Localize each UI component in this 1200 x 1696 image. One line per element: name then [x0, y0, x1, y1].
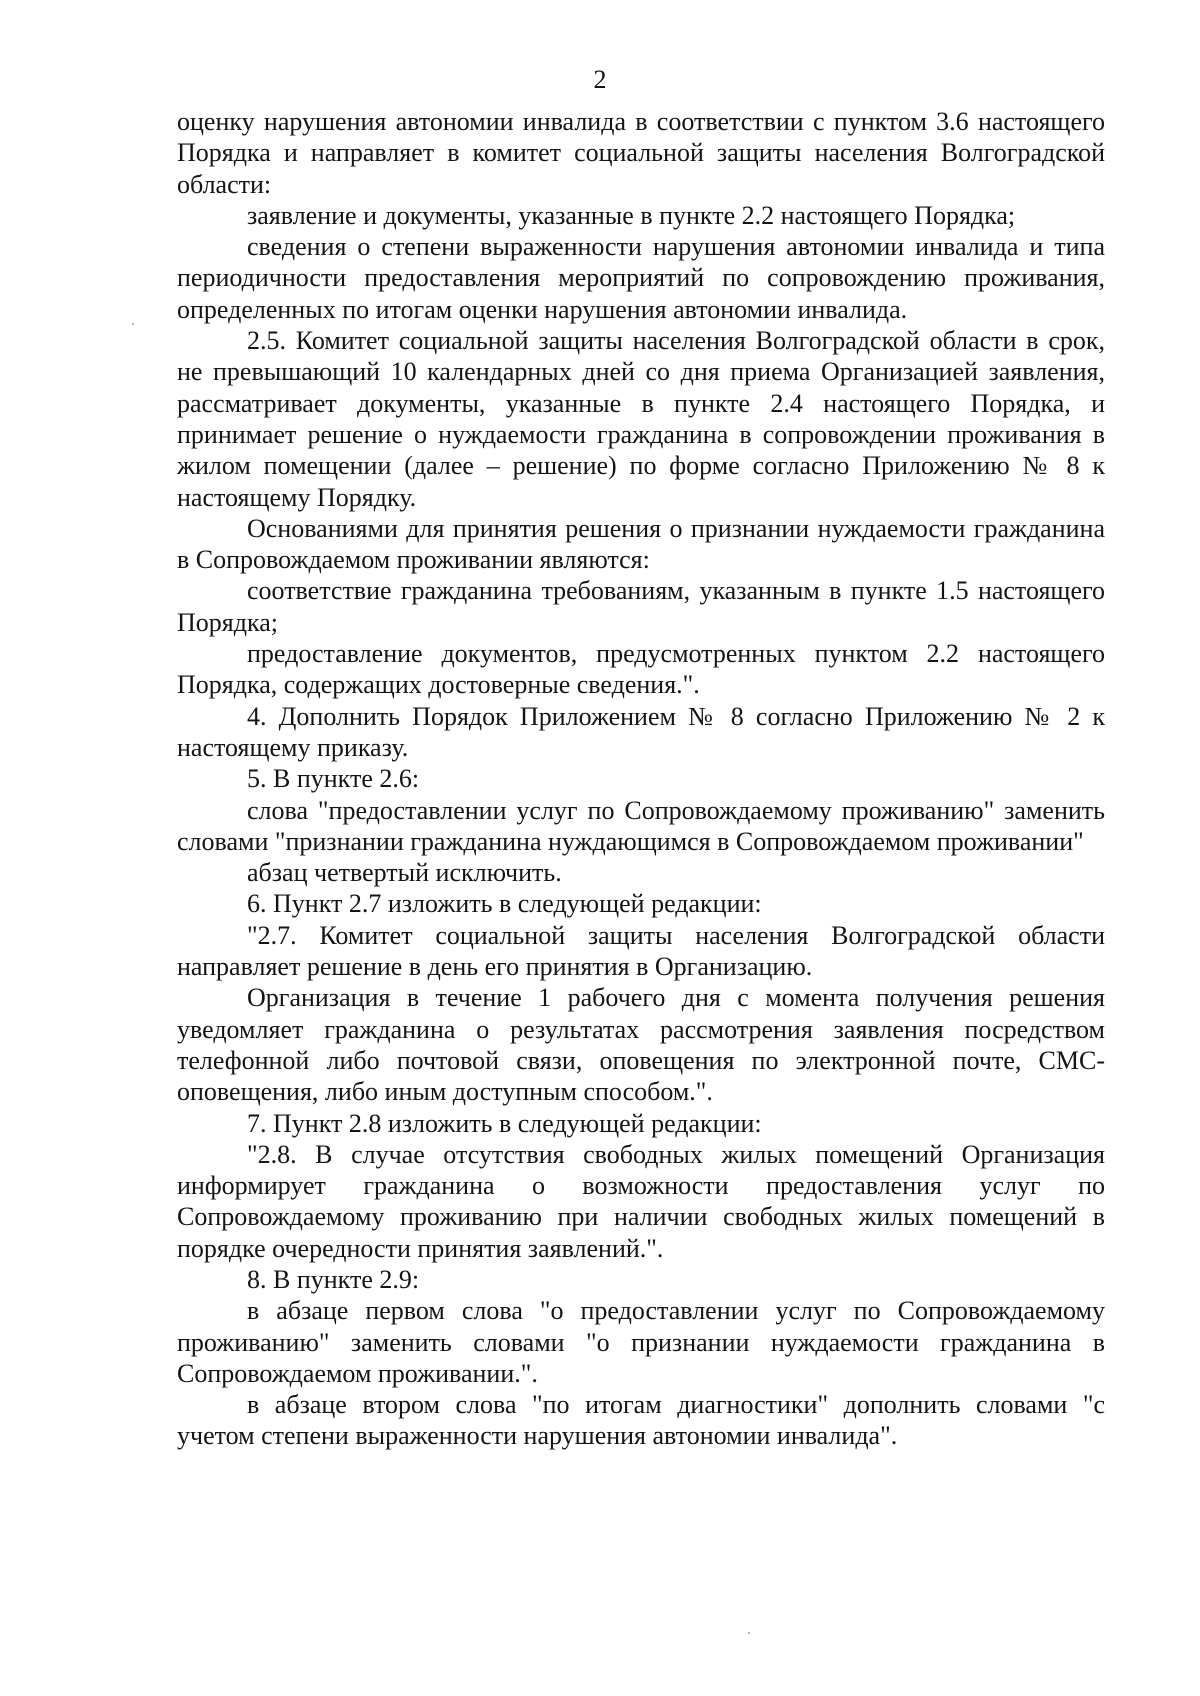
scan-speck: [132, 323, 134, 325]
paragraph-statement-documents: заявление и документы, указанные в пункте 2.2 настоящего Порядка;: [247, 200, 1016, 230]
paragraph-continuation: оценку нарушения автономии инвалида в соответствии с пунктом 3.6 настоящего Порядка и направляет в комитет социальной защиты населения Волгоградской области:: [177, 107, 1105, 199]
paragraph-grounds: Основаниями для принятия решения о признании нуждаемости гражданина в Сопровождаемом проживании являются:: [177, 513, 1105, 575]
paragraph-item-8: 8. В пункте 2.9:: [247, 1264, 420, 1294]
paragraph-clause-2-8: "2.8. В случае отсутствия свободных жилых помещений Организация информирует гражданина о возможности предоставления услуг по Сопровождаемому проживанию при наличии свободных жилых помещений в порядке очередности принятия заявлений.".: [177, 1139, 1105, 1263]
paragraph-item-5-exclude: абзац четвертый исключить.: [247, 858, 562, 888]
paragraph-clause-2-5: 2.5. Комитет социальной защиты населения Волгоградской области в срок, не превышающий 10 календарных дней со дня приема Организацией заявления, рассматривает документы, указанные в пункте 2.4 настоящего Порядка, и принимает решение о нуждаемости гражданина в сопровождении проживания в жилом помещении (далее – решение) по форме согласно Приложению № 8 к настоящему Порядку.: [177, 326, 1105, 512]
paragraph-item-7: 7. Пункт 2.8 изложить в следующей редакции:: [247, 1108, 762, 1138]
scan-speck: [748, 1632, 750, 1634]
paragraph-ground-documents: предоставление документов, предусмотренных пунктом 2.2 настоящего Порядка, содержащих достоверные сведения.".: [177, 639, 1105, 700]
paragraph-item-6: 6. Пункт 2.7 изложить в следующей редакции:: [247, 889, 762, 919]
document-body: [177, 106, 1105, 1452]
paragraph-item-8-first: в абзаце первом слова "о предоставлении услуг по Сопровождаемому проживанию" заменить словами "о признании нуждаемости гражданина в Сопровождаемом проживании.".: [177, 1296, 1105, 1388]
paragraph-item-5: 5. В пункте 2.6:: [247, 764, 420, 794]
page-number: 2: [593, 65, 607, 94]
paragraph-item-8-second: в абзаце втором слова "по итогам диагностики" дополнить словами "с учетом степени выраженности нарушения автономии инвалида".: [177, 1390, 1105, 1451]
paragraph-item-5-words: слова "предоставлении услуг по Сопровождаемому проживанию" заменить словами "признании гражданина нуждающимся в Сопровождаемом проживании": [177, 795, 1105, 856]
paragraph-ground-requirements: соответствие гражданина требованиям, указанным в пункте 1.5 настоящего Порядка;: [177, 576, 1105, 637]
paragraph-autonomy-info: сведения о степени выраженности нарушения автономии инвалида и типа периодичности предоставления мероприятий по сопровождению проживания, определенных по итогам оценки нарушения автономии инвалида.: [177, 232, 1105, 324]
paragraph-item-4: 4. Дополнить Порядок Приложением № 8 согласно Приложению № 2 к настоящему приказу.: [177, 701, 1105, 762]
paragraph-clause-2-7-notify: Организация в течение 1 рабочего дня с момента получения решения уведомляет гражданина о результатах рассмотрения заявления посредством телефонной либо почтовой связи, оповещения по электронной почте, СМС-оповещения, либо иным доступным способом.".: [177, 983, 1105, 1107]
paragraph-clause-2-7: "2.7. Комитет социальной защиты населения Волгоградской области направляет решение в день его принятия в Организацию.: [177, 920, 1105, 982]
